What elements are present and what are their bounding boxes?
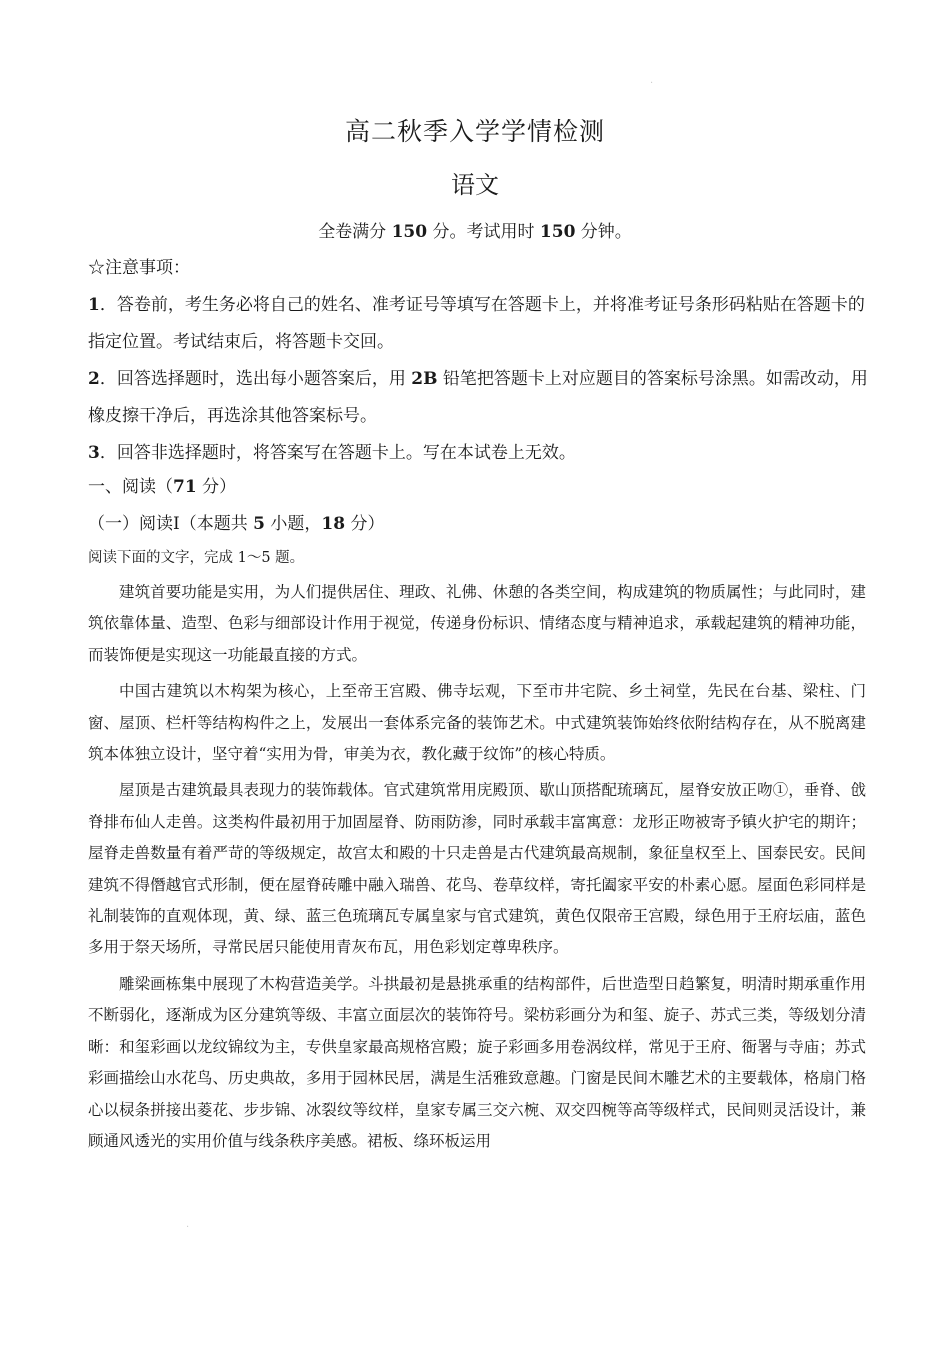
note-item: [88, 361, 868, 435]
note-number: 3: [88, 443, 100, 463]
subsection-score: 18: [321, 514, 346, 534]
exam-title: 高二秋季入学学情检测: [344, 117, 605, 146]
passage-paragraph: 雕梁画栋集中展现了木构营造美学。斗拱最初是悬挑承重的结构部件，后世造型日趋繁复，明清时期承重作用不断弱化，逐渐成为区分建筑等级、丰富立面层次的装饰符号。梁枋彩画分为和玺、旋子、苏式三类，等级划分清晰：和玺彩画以龙纹锦纹为主，专供皇家最高规格宫殿；旋子彩画多用卷涡纹样，常见于王府、衙署与寺庙；苏式彩画描绘山水花鸟、历史典故，多用于园林民居，满是生活雅致意趣。门窗是民间木雕艺术的主要载体，格扇门格心以棂条拼接出菱花、步步锦、冰裂纹等纹样，皇家专属三交六椀、双交四椀等高等级样式，民间则灵活设计，兼顾通风透光的实用价值与线条秩序美感。裙板、绦环板运用: [88, 974, 866, 1150]
subsection-heading-end: 分）: [345, 514, 385, 534]
section-heading-end: 分）: [196, 477, 237, 497]
scan-dot: ·: [650, 78, 654, 89]
score-suffix: 分钟。: [575, 222, 632, 242]
pencil-grade: 2B: [411, 369, 438, 389]
note-text: ．回答非选择题时，将答案写在答题卡上。写在本试卷上无效。: [99, 443, 576, 463]
note-item: [88, 287, 868, 361]
note-number: 2: [88, 369, 100, 389]
score-value: 150: [391, 222, 428, 242]
passage-paragraph: 屋顶是古建筑最具表现力的装饰载体。官式建筑常用庑殿顶、歇山顶搭配琉璃瓦，屋脊安放正吻①，垂脊、戗脊排布仙人走兽。这类构件最初用于加固屋脊、防雨防渗，同时承载丰富寓意：龙形正吻被寄予镇火护宅的期许；屋脊走兽数量有着严苛的等级规定，故宫太和殿的十只走兽是古代建筑最高规制，象征皇权至上、国泰民安。民间建筑不得僭越官式形制，便在屋脊砖雕中融入瑞兽、花鸟、卷草纹样，寄托阖家平安的朴素心愿。屋面色彩同样是礼制装饰的直观体现，黄、绿、蓝三色琉璃瓦专属皇家与官式建筑，黄色仅限帝王宫殿，绿色用于王府坛庙，蓝色多用于祭天场所，寻常民居只能使用青灰布瓦，用色彩划定尊卑秩序。: [88, 781, 866, 957]
question-count: 5: [253, 514, 265, 534]
note-text: ．答卷前，考生务必将自己的姓名、准考证号等填写在答题卡上，并将准考证号条形码粘贴在答题卡的指定位置。考试结束后，将答题卡交回。: [88, 295, 865, 352]
subsection-heading: [88, 509, 868, 539]
subject-title: 语文: [451, 171, 499, 199]
subsection-heading-text: （一）阅读Ⅰ（本题共: [88, 514, 254, 534]
score-mid: 分。考试用时: [427, 222, 540, 242]
note-text: 铅笔把答题卡上对应题目的答案标号涂黑。如需改动，用橡皮擦干净后，再选涂其他答案标号。: [88, 369, 868, 426]
score-prefix: 全卷满分: [318, 222, 392, 242]
notes-heading: ☆注意事项：: [88, 258, 190, 278]
notes-block: [88, 250, 868, 472]
note-number: 1: [88, 295, 100, 315]
note-item: [88, 435, 868, 472]
time-value: 150: [539, 222, 576, 242]
passage-paragraph: 建筑首要功能是实用，为人们提供居住、理政、礼佛、休憩的各类空间，构成建筑的物质属性；与此同时，建筑依靠体量、造型、色彩与细部设计作用于视觉，传递身份标识、情绪态度与精神追求，承载起建筑的精神功能，而装饰便是实现这一功能最直接的方式。: [88, 583, 866, 664]
section-score: 71: [173, 477, 197, 497]
passage-paragraph: 中国古建筑以木构架为核心，上至帝王宫殿、佛寺坛观，下至市井宅院、乡土祠堂，先民在台基、梁柱、门窗、屋顶、栏杆等结构构件之上，发展出一套体系完备的装饰艺术。中式建筑装饰始终依附结构存在，从不脱离建筑本体独立设计，坚守着“实用为骨，审美为衣，教化藏于纹饰”的核心特质。: [88, 682, 866, 764]
reading-instruction: 阅读下面的文字，完成 1～5 题。: [88, 550, 305, 566]
section-heading-text: 一、阅读（: [88, 477, 173, 497]
score-line: [0, 217, 950, 242]
scan-dot: ·: [186, 1222, 190, 1233]
section-heading: [88, 472, 868, 502]
reading-passage: [88, 577, 866, 1157]
note-text: ．回答选择题时，选出每小题答案后，用: [99, 369, 412, 389]
subsection-heading-mid: 小题，: [264, 514, 322, 534]
